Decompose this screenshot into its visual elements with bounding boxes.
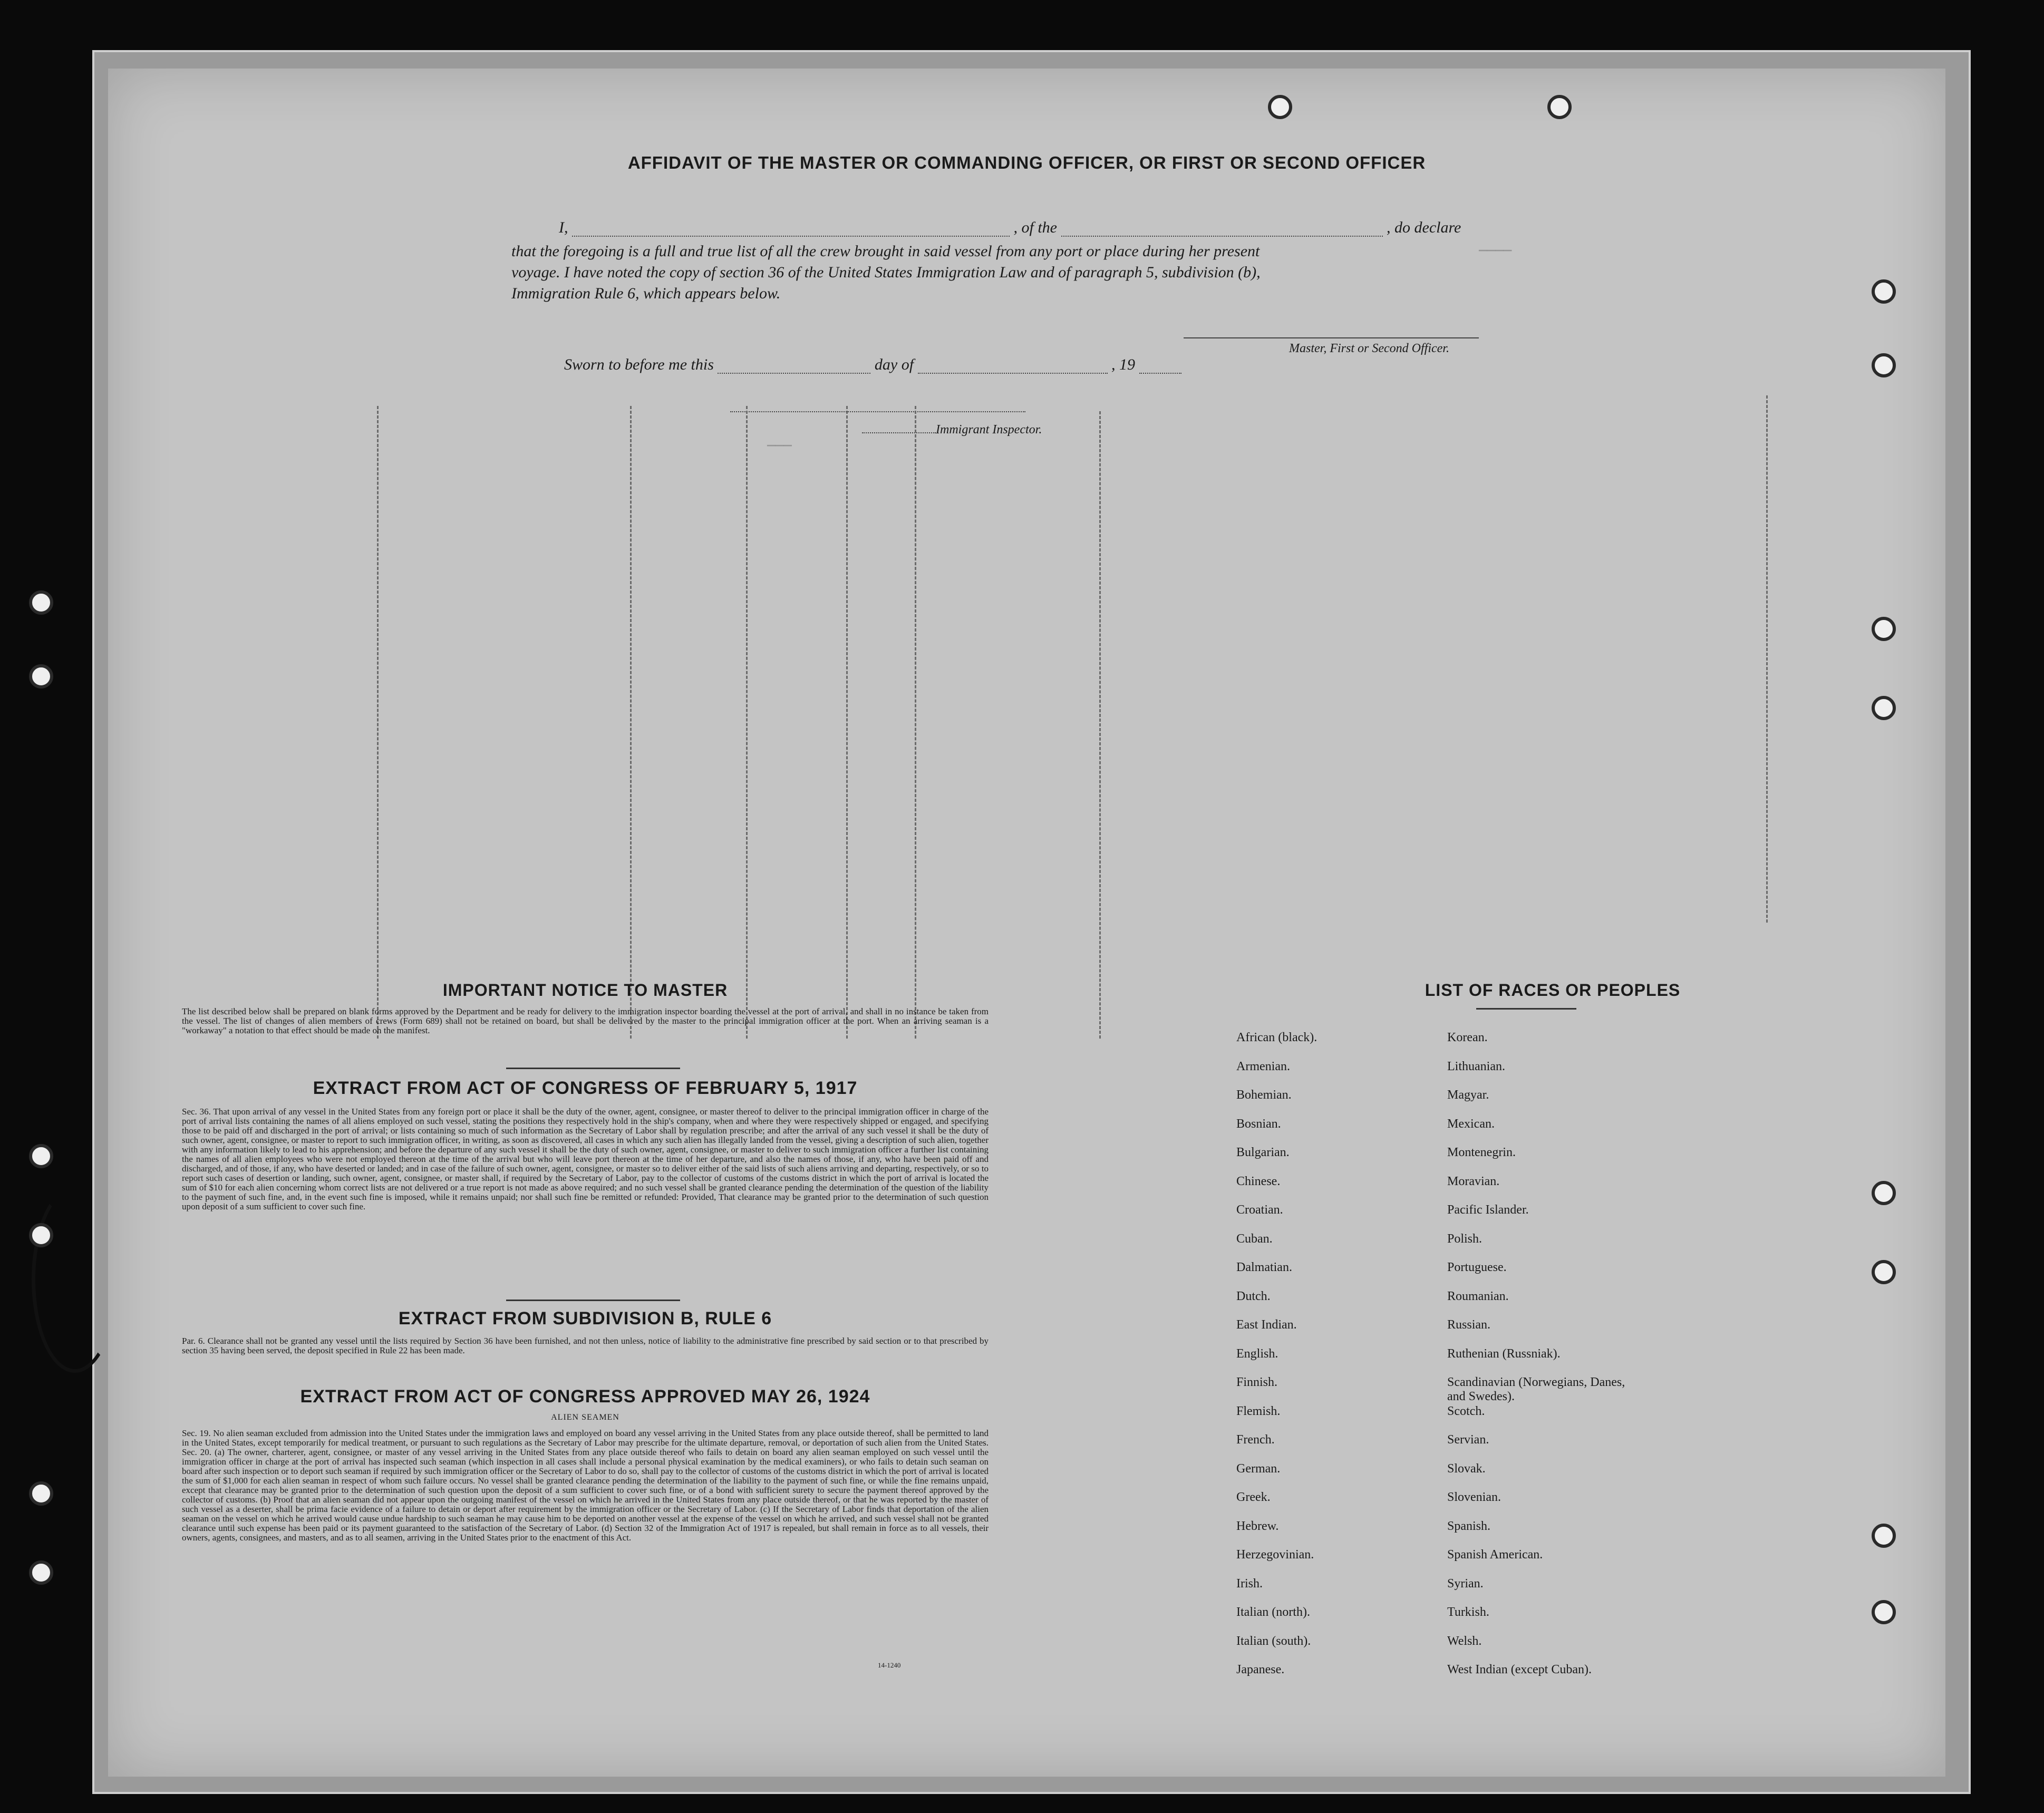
extract-1917-text: Sec. 36. That upon arrival of any vessel in the United States from any foreign port or place it shall be the duty of the owner, agent, consignee, or master thereof to deliver to the principal immigration officer in charge of the port of arrival lists containing the names of all aliens employed on such vessel, stating the positions they respectively hold in the ship's company, when and where they were respectively shipped or engaged, and specifying those to be paid off and discharged in the port of arrival; or lists containing so much of such information as the Secretary of Labor shall by regulation prescribe; and after the arrival of any such vessel it shall be the duty of such owner, agent, consignee, or master to report to such immigration officer, in writing, as soon as discovered, all cases in which any such alien has illegally landed from the vessel, giving a description of such alien, together with any information likely to lead to his apprehension; and before the departure of any such vessel it shall be the duty of such owner, agent, consignee, or master to deliver to such immigration officer a further list containing the names of all alien employees who were not employed thereon at the time of the arrival but who will leave port thereon at the time of her departure, and also the names of those, if any, who have been paid off and discharged, and of those, if any, who have deserted or landed; and in case of the failure of such owner, agent, consignee, or master so to deliver either of the said lists of such aliens arriving and departing, respectively, or so to report such cases of desertion or landing, such owner, agent, consignee, or master shall, if required by the Secretary of Labor, pay to the collector of customs of the customs district in which the port of arrival is located the sum of $10 for each alien concerning whom correct lists are not delivered or a true report is not made as above required; and no such vessel shall be granted clearance pending the determination of the question of the liability to the payment of such fine, and, in the event such fine is imposed, while it remains unpaid; nor shall such fine be remitted or refunded: Provided, That clearance may be granted prior to the determination of such question upon deposit of a sum sufficient to cover such fine. [182, 1107, 989, 1211]
sworn-year-field[interactable] [1139, 360, 1181, 374]
inspector-signature-line[interactable] [730, 411, 1025, 412]
declarant-label: I, [559, 219, 568, 236]
race-item: French. [1236, 1433, 1275, 1447]
race-item: Dalmatian. [1236, 1261, 1292, 1274]
column-rule [1099, 411, 1101, 1039]
year-label: , 19 [1111, 356, 1136, 373]
race-item: Servian. [1447, 1433, 1489, 1447]
master-signature-label: Master, First or Second Officer. [1289, 342, 1449, 355]
punch-hole [1872, 279, 1896, 304]
race-item: Russian. [1447, 1318, 1491, 1332]
race-item: Portuguese. [1447, 1261, 1507, 1274]
race-item: Japanese. [1236, 1663, 1285, 1676]
notice-text: The list described below shall be prepared on blank forms approved by the Department and be ready for delivery to the immigration inspector boarding the vessel at the port of arrival, and shall in no instance be taken from the vessel. The list of changes of alien members of crews (Form 689) shall not be retained on board, but shall be delivered by the master to the principal immigration officer at the port. When an arriving seaman is a "workaway" a notation to that effect should be made on the manifest. [182, 1006, 989, 1035]
section-divider [506, 1300, 680, 1301]
extract-1924-text: Sec. 19. No alien seaman excluded from admission into the United States under the immigration laws and employed on board any vessel arriving in the United States from any place outside thereof, shall be permitted to land in the United States, except temporarily for medical treatment, or pursuant to such regulations as the Secretary of Labor may prescribe for the ultimate departure, removal, or deportation of such alien from the United States. Sec. 20. (a) The owner, charterer, agent, consignee, or master of any vessel arriving in the United States from any place outside thereof who fails to detain on board any alien seaman employed on such vessel until the immigration officer in charge at the port of arrival has inspected such seaman (which inspection in all cases shall include a personal physical examination by the medical examiners), or who fails to detain such seaman on board after such inspection or to deport such seaman if required by such immigration officer or the Secretary of Labor to do so, shall pay to the collector of customs of the customs district in which the port of arrival is located the sum of $1,000 for each alien seaman in respect of whom such failure occurs. No vessel shall be granted clearance pending the determination of the liability to the payment of such fine, or while the fine remains unpaid, except that clearance may be granted prior to the determination of such question upon the deposit of a sum sufficient to cover such fine, or of a bond with sufficient surety to secure the payment thereof approved by the collector of customs. (b) Proof that an alien seaman did not appear upon the outgoing manifest of the vessel on which he arrived in the United States from any place outside thereof, or that he was reported by the master of such vessel as a deserter, shall be prima facie evidence of a failure to detain or deport after requirement by the immigration officer or the Secretary of Labor. (c) If the Secretary of Labor finds that deportation of the alien seaman on the vessel on which he arrived would cause undue hardship to such seaman he may cause him to be deported on another vessel at the expense of the vessel on which he arrived, and such vessel shall not be granted clearance until such expense has been paid or its payment guaranteed to the satisfaction of the Secretary of Labor. (d) Section 32 of the Immigration Act of 1917 is repealed, but shall remain in force as to all vessels, their owners, agents, consignees, and masters, and as to all seamen, arriving in the United States prior to the enactment of this Act. [182, 1428, 989, 1543]
inspector-label: Immigrant Inspector. [936, 423, 1042, 437]
punch-hole [1872, 1600, 1896, 1624]
race-item: Magyar. [1447, 1088, 1489, 1102]
race-item: Scotch. [1447, 1404, 1485, 1418]
column-rule [377, 406, 379, 1039]
race-item: Bohemian. [1236, 1088, 1292, 1102]
sworn-month-field[interactable] [918, 360, 1108, 374]
punch-hole [29, 664, 53, 689]
column-rule [846, 406, 848, 1039]
race-item: Herzegovinian. [1236, 1548, 1314, 1562]
punch-hole [29, 590, 53, 615]
races-title: LIST OF RACES OR PEOPLES [1425, 981, 1681, 1000]
bleed-through-mark: ——— [767, 438, 792, 453]
race-item: Italian (south). [1236, 1634, 1311, 1648]
race-item: Slovenian. [1447, 1490, 1501, 1504]
affidavit-text-line: that the foregoing is a full and true list of all the crew brought in said vessel from any port or place during her present [511, 243, 1260, 260]
affidavit-text-line: Immigration Rule 6, which appears below. [511, 285, 781, 302]
race-item: Armenian. [1236, 1059, 1290, 1073]
punch-hole [1547, 95, 1572, 119]
race-item: Montenegrin. [1447, 1146, 1516, 1159]
race-item: Italian (north). [1236, 1605, 1310, 1619]
punch-hole [29, 1144, 53, 1168]
race-item: Hebrew. [1236, 1519, 1279, 1533]
race-item: West Indian (except Cuban). [1447, 1663, 1592, 1676]
race-item: Roumanian. [1447, 1289, 1509, 1303]
race-item: Croatian. [1236, 1203, 1283, 1217]
punch-hole [1872, 696, 1896, 720]
race-item: Polish. [1447, 1232, 1483, 1246]
bleed-through-mark: ———— [1479, 243, 1512, 258]
section-divider [506, 1068, 680, 1069]
races-title-underline [1476, 1008, 1576, 1010]
race-item: Irish. [1236, 1576, 1263, 1591]
race-item: Greek. [1236, 1490, 1271, 1504]
extract-rule6-title: EXTRACT FROM SUBDIVISION B, RULE 6 [398, 1308, 772, 1329]
race-item: Cuban. [1236, 1232, 1273, 1246]
notice-title: IMPORTANT NOTICE TO MASTER [442, 981, 728, 1000]
race-item: Turkish. [1447, 1605, 1489, 1619]
punch-hole [1872, 617, 1896, 641]
inspector-dotted-lead [862, 432, 936, 433]
race-item: Welsh. [1447, 1634, 1482, 1648]
race-item: Syrian. [1447, 1576, 1484, 1591]
race-item: Bosnian. [1236, 1117, 1281, 1131]
sworn-line [564, 356, 1181, 374]
extract-rule6-text: Par. 6. Clearance shall not be granted any vessel until the lists required by Section 36 have been furnished, and not then unless, notice of liability to the administrative fine prescribed by said section or to that prescribed by section 35 having been served, the deposit specified in Rule 22 has been made. [182, 1336, 989, 1355]
race-item: Mexican. [1447, 1117, 1495, 1131]
race-item: Lithuanian. [1447, 1059, 1505, 1073]
race-item: African (black). [1236, 1031, 1318, 1044]
race-item: Bulgarian. [1236, 1146, 1290, 1159]
extract-1917-title: EXTRACT FROM ACT OF CONGRESS OF FEBRUARY 5, 1917 [313, 1078, 858, 1098]
sworn-label: Sworn to before me this [564, 356, 714, 373]
extract-1924-subtitle: ALIEN SEAMEN [551, 1413, 619, 1422]
punch-hole [1268, 95, 1292, 119]
race-item: Scandinavian (Norwegians, Danes, and Swedes). [1447, 1375, 1625, 1403]
declarant-name-field[interactable] [572, 223, 1010, 237]
race-item: Moravian. [1447, 1174, 1500, 1188]
punch-hole [29, 1223, 53, 1247]
master-signature-line[interactable] [1184, 337, 1479, 338]
affidavit-text-line: voyage. I have noted the copy of section 36 of the United States Immigration Law and of paragraph 5, subdivision (b), [511, 264, 1261, 281]
extract-1924-title: EXTRACT FROM ACT OF CONGRESS APPROVED MAY 26, 1924 [300, 1387, 870, 1407]
affidavit-title: AFFIDAVIT OF THE MASTER OR COMMANDING OFFICER, OR FIRST OR SECOND OFFICER [627, 153, 1426, 172]
declare-label: , do declare [1387, 219, 1461, 236]
form-number: 14-1240 [878, 1661, 901, 1669]
punch-hole [1872, 1260, 1896, 1284]
race-item: Korean. [1447, 1031, 1488, 1044]
punch-hole [29, 1481, 53, 1506]
column-rule [630, 406, 632, 1039]
affidavit-declaration-line [559, 219, 1634, 237]
column-rule [915, 406, 916, 1039]
race-item: Spanish American. [1447, 1548, 1543, 1562]
vessel-name-field[interactable] [1061, 223, 1383, 237]
document-page [108, 69, 1945, 1777]
race-item: Dutch. [1236, 1289, 1271, 1303]
binding-cord [32, 1186, 118, 1373]
race-item: Ruthenian (Russniak). [1447, 1346, 1561, 1361]
punch-hole [1872, 1181, 1896, 1205]
race-item: German. [1236, 1461, 1281, 1476]
race-item: Finnish. [1236, 1375, 1278, 1389]
race-item: East Indian. [1236, 1318, 1297, 1332]
race-item: Chinese. [1236, 1174, 1281, 1188]
race-item: English. [1236, 1346, 1278, 1361]
punch-hole [1872, 1524, 1896, 1548]
vessel-label: , of the [1013, 219, 1057, 236]
sworn-day-field[interactable] [718, 360, 870, 374]
day-of-label: day of [874, 356, 914, 373]
punch-hole [1872, 353, 1896, 377]
race-item: Slovak. [1447, 1461, 1486, 1476]
race-item: Flemish. [1236, 1404, 1281, 1418]
column-rule [746, 406, 748, 1039]
punch-hole [29, 1560, 53, 1585]
race-item: Pacific Islander. [1447, 1203, 1529, 1217]
race-item: Spanish. [1447, 1519, 1491, 1533]
column-rule [1766, 395, 1768, 923]
